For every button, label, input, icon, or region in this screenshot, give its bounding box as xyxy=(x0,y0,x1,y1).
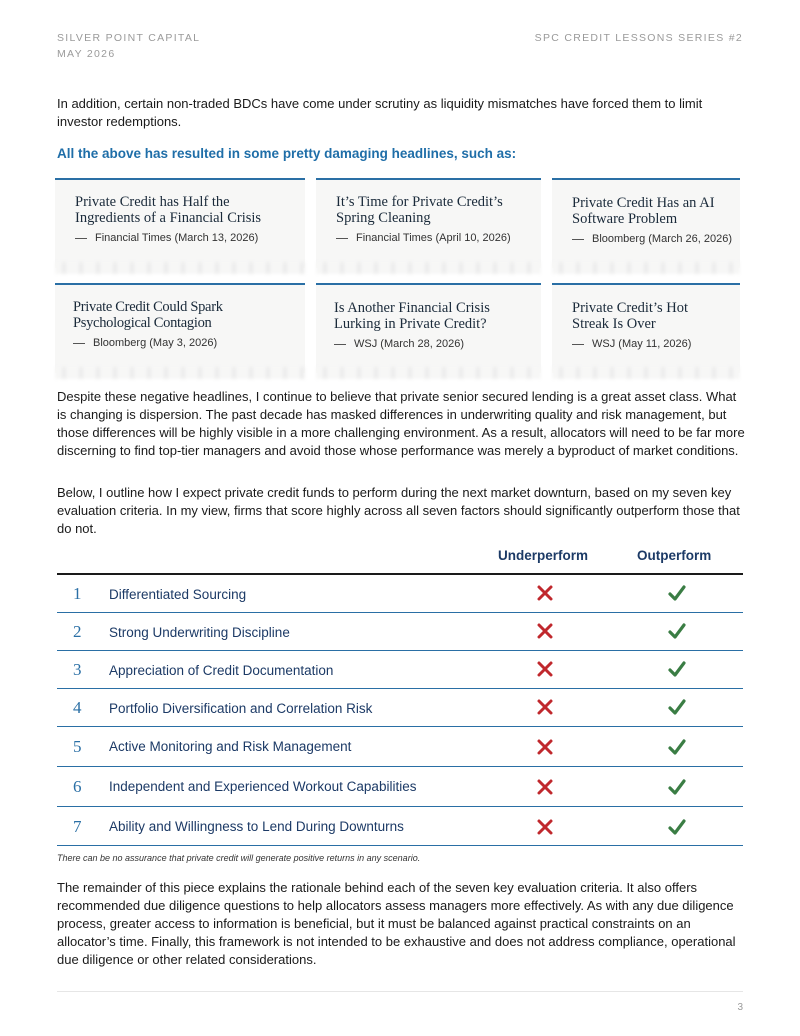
headline-card xyxy=(552,283,740,373)
headline-title: It’s Time for Private Credit’s Spring Cleaning xyxy=(336,194,503,226)
headline-source: Financial Times (March 13, 2026) xyxy=(75,232,258,244)
column-header-outperform: Outperform xyxy=(637,548,712,563)
cross-icon xyxy=(536,738,554,756)
headline-source: WSJ (May 11, 2026) xyxy=(572,338,691,350)
body-paragraph-2: Below, I outline how I expect private credit funds to perform during the next market downturn, based on my seven key evaluation criteria. In my view, firms that score highly across all seven factors should significantly outperform those that do not. xyxy=(57,485,740,536)
row-label: Portfolio Diversification and Correlation Risk xyxy=(109,701,373,716)
row-number: 3 xyxy=(73,660,82,679)
table-row xyxy=(57,807,743,846)
headline-card xyxy=(316,178,541,268)
column-header-underperform: Underperform xyxy=(498,548,589,563)
dash-icon xyxy=(572,239,584,240)
headline-source: Bloomberg (May 3, 2026) xyxy=(73,337,217,349)
report-date: MAY 2026 xyxy=(57,48,116,60)
row-label: Ability and Willingness to Lend During Downturns xyxy=(109,819,404,834)
row-label: Independent and Experienced Workout Capabilities xyxy=(109,779,417,794)
body-paragraph-3: The remainder of this piece explains the rationale behind each of the seven key evaluation criteria. It also offers recommended due diligence questions to help allocators assess managers more effectively. As with any due diligence process, greater access to information is beneficial, but it must be balanced against practical constraints on an allocator’s time. Finally, this framework is not intended to be exhaustive and does not address compliance, operational due diligence or other related considerations. xyxy=(57,880,736,967)
headline-title: Private Credit Has an AI Software Problem xyxy=(572,195,715,227)
headlines-lead: All the above has resulted in some pretty damaging headlines, such as: xyxy=(57,146,517,161)
footer-rule xyxy=(57,991,743,992)
row-number: 7 xyxy=(73,817,82,836)
check-icon xyxy=(668,660,686,678)
intro-paragraph: In addition, certain non-traded BDCs have come under scrutiny as liquidity mismatches have forced them to limit investor redemptions. xyxy=(57,96,703,129)
disclaimer-note: There can be no assurance that private credit will generate positive returns in any scenario. xyxy=(57,853,421,863)
headline-title: Private Credit Could Spark Psychological Contagion xyxy=(73,299,223,331)
row-number: 5 xyxy=(73,737,82,756)
table-row xyxy=(57,727,743,767)
headline-title: Private Credit’s Hot Streak Is Over xyxy=(572,300,688,332)
page-number: 3 xyxy=(737,1002,743,1013)
headline-card xyxy=(55,283,305,373)
check-icon xyxy=(668,698,686,716)
headline-source: Bloomberg (March 26, 2026) xyxy=(572,233,732,245)
table-row xyxy=(57,613,743,651)
cross-icon xyxy=(536,778,554,796)
org-name: SILVER POINT CAPITAL xyxy=(57,32,201,44)
cross-icon xyxy=(536,584,554,602)
dash-icon xyxy=(73,343,85,344)
row-number: 2 xyxy=(73,622,82,641)
row-label: Active Monitoring and Risk Management xyxy=(109,739,352,754)
check-icon xyxy=(668,584,686,602)
table-row xyxy=(57,651,743,689)
check-icon xyxy=(668,738,686,756)
row-number: 1 xyxy=(73,584,82,603)
table-row xyxy=(57,689,743,727)
body-paragraph-1: Despite these negative headlines, I continue to believe that private senior secured lending is a great asset class. What is changing is dispersion. The past decade has masked differences in underwriting quality and risk management, but those differences will be highly visible in a more challenging environment. As a result, allocators will need to be far more discerning to find top-tier managers and avoid those whose performance was merely a byproduct of market conditions. xyxy=(57,389,745,458)
cross-icon xyxy=(536,818,554,836)
headline-source: WSJ (March 28, 2026) xyxy=(334,338,464,350)
headline-source: Financial Times (April 10, 2026) xyxy=(336,232,511,244)
table-row xyxy=(57,575,743,613)
cross-icon xyxy=(536,622,554,640)
dash-icon xyxy=(336,238,348,239)
check-icon xyxy=(668,818,686,836)
series-label: SPC CREDIT LESSONS SERIES #2 xyxy=(534,32,743,44)
check-icon xyxy=(668,778,686,796)
table-row xyxy=(57,767,743,807)
headline-title: Private Credit has Half the Ingredients of a Financial Crisis xyxy=(75,194,262,226)
dash-icon xyxy=(75,238,87,239)
check-icon xyxy=(668,622,686,640)
row-label: Strong Underwriting Discipline xyxy=(109,625,290,640)
dash-icon xyxy=(334,344,346,345)
headline-card xyxy=(552,178,740,268)
row-label: Appreciation of Credit Documentation xyxy=(109,663,334,678)
header-left xyxy=(57,30,200,62)
cross-icon xyxy=(536,660,554,678)
headline-card xyxy=(55,178,305,268)
headline-card xyxy=(316,283,541,373)
headline-title: Is Another Financial Crisis Lurking in Private Credit? xyxy=(334,300,490,332)
row-number: 6 xyxy=(73,777,82,796)
cross-icon xyxy=(536,698,554,716)
row-number: 4 xyxy=(73,698,82,717)
dash-icon xyxy=(572,344,584,345)
row-label: Differentiated Sourcing xyxy=(109,587,247,602)
